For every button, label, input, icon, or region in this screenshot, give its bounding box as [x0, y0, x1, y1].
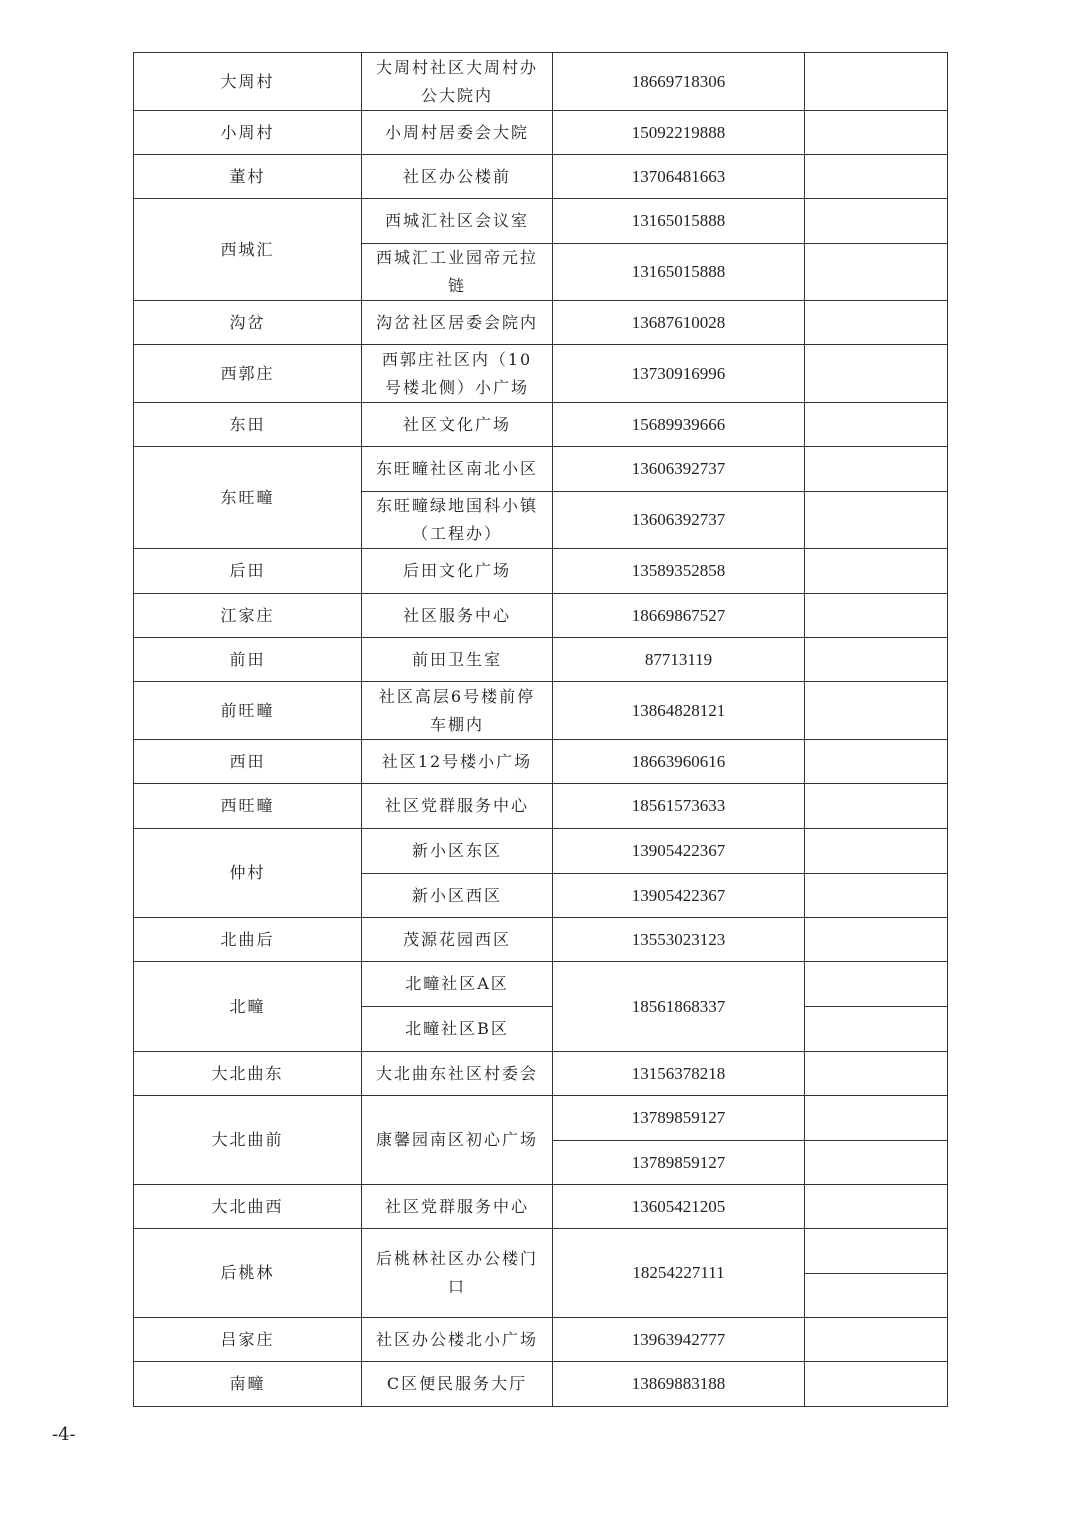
phone-cell: 18669867527 — [553, 594, 805, 638]
village-cell: 前田 — [134, 638, 362, 682]
location-cell: 后桃林社区办公楼门口 — [362, 1229, 553, 1318]
village-cell: 大北曲西 — [134, 1185, 362, 1229]
village-cell: 东旺疃 — [134, 447, 362, 549]
note-cell — [805, 1229, 948, 1274]
table-row — [134, 740, 948, 784]
phone-cell: 13605421205 — [553, 1185, 805, 1229]
phone-cell: 18561573633 — [553, 784, 805, 829]
table-row — [134, 1052, 948, 1096]
phone-cell: 13789859127 — [553, 1141, 805, 1185]
phone-cell: 13905422367 — [553, 829, 805, 874]
note-cell — [805, 962, 948, 1007]
phone-cell: 87713119 — [553, 638, 805, 682]
village-cell: 东田 — [134, 403, 362, 447]
village-cell: 吕家庄 — [134, 1318, 362, 1362]
village-site-table — [133, 52, 948, 1407]
location-cell: 新小区西区 — [362, 874, 553, 918]
village-cell: 前旺疃 — [134, 682, 362, 740]
location-cell: 康馨园南区初心广场 — [362, 1096, 553, 1185]
phone-cell: 13606392737 — [553, 492, 805, 549]
location-cell: 大周村社区大周村办公大院内 — [362, 53, 553, 111]
village-cell: 江家庄 — [134, 594, 362, 638]
location-cell: 西城汇工业园帝元拉链 — [362, 244, 553, 301]
table-row — [134, 199, 948, 244]
phone-cell: 13730916996 — [553, 345, 805, 403]
location-cell: 沟岔社区居委会院内 — [362, 301, 553, 345]
note-cell — [805, 638, 948, 682]
location-cell: 前田卫生室 — [362, 638, 553, 682]
note-cell — [805, 111, 948, 155]
village-cell: 西城汇 — [134, 199, 362, 301]
note-cell — [805, 740, 948, 784]
note-cell — [805, 447, 948, 492]
village-cell: 董村 — [134, 155, 362, 199]
village-cell: 西郭庄 — [134, 345, 362, 403]
village-cell: 南疃 — [134, 1362, 362, 1407]
location-cell: 后田文化广场 — [362, 549, 553, 594]
location-cell: 茂源花园西区 — [362, 918, 553, 962]
note-cell — [805, 403, 948, 447]
location-cell: 东旺疃绿地国科小镇（工程办） — [362, 492, 553, 549]
table-row — [134, 638, 948, 682]
phone-cell: 15689939666 — [553, 403, 805, 447]
note-cell — [805, 874, 948, 918]
table-row — [134, 1185, 948, 1229]
village-cell: 北曲后 — [134, 918, 362, 962]
note-cell — [805, 1318, 948, 1362]
note-cell — [805, 1362, 948, 1407]
village-cell: 大周村 — [134, 53, 362, 111]
note-cell — [805, 199, 948, 244]
note-cell — [805, 492, 948, 549]
table-row — [134, 447, 948, 492]
village-cell: 小周村 — [134, 111, 362, 155]
location-cell: 北疃社区A区 — [362, 962, 553, 1007]
phone-cell: 13156378218 — [553, 1052, 805, 1096]
table-row — [134, 1096, 948, 1141]
table-row — [134, 1318, 948, 1362]
phone-cell: 13905422367 — [553, 874, 805, 918]
location-cell: 社区党群服务中心 — [362, 784, 553, 829]
phone-cell: 13963942777 — [553, 1318, 805, 1362]
note-cell — [805, 1141, 948, 1185]
phone-cell: 13869883188 — [553, 1362, 805, 1407]
location-cell: 北疃社区B区 — [362, 1007, 553, 1052]
location-cell: 社区办公楼北小广场 — [362, 1318, 553, 1362]
location-cell: 社区12号楼小广场 — [362, 740, 553, 784]
phone-cell: 13589352858 — [553, 549, 805, 594]
note-cell — [805, 549, 948, 594]
location-cell: 大北曲东社区村委会 — [362, 1052, 553, 1096]
table-row — [134, 829, 948, 874]
phone-cell: 13165015888 — [553, 244, 805, 301]
village-cell: 西田 — [134, 740, 362, 784]
location-cell: 社区办公楼前 — [362, 155, 553, 199]
table-row — [134, 403, 948, 447]
table-row — [134, 345, 948, 403]
phone-cell: 18254227111 — [553, 1229, 805, 1318]
village-cell: 大北曲前 — [134, 1096, 362, 1185]
table-row — [134, 111, 948, 155]
table-row — [134, 962, 948, 1007]
table-row — [134, 301, 948, 345]
note-cell — [805, 1052, 948, 1096]
table-row — [134, 594, 948, 638]
note-cell — [805, 345, 948, 403]
village-cell: 后田 — [134, 549, 362, 594]
phone-cell: 15092219888 — [553, 111, 805, 155]
table-row — [134, 1229, 948, 1274]
village-cell: 后桃林 — [134, 1229, 362, 1318]
phone-cell: 13553023123 — [553, 918, 805, 962]
note-cell — [805, 155, 948, 199]
phone-cell: 18663960616 — [553, 740, 805, 784]
note-cell — [805, 594, 948, 638]
note-cell — [805, 301, 948, 345]
phone-cell: 13864828121 — [553, 682, 805, 740]
village-cell: 沟岔 — [134, 301, 362, 345]
table-row — [134, 784, 948, 829]
village-cell: 仲村 — [134, 829, 362, 918]
note-cell — [805, 918, 948, 962]
phone-cell: 13687610028 — [553, 301, 805, 345]
location-cell: 社区高层6号楼前停车棚内 — [362, 682, 553, 740]
village-cell: 大北曲东 — [134, 1052, 362, 1096]
phone-cell: 18561868337 — [553, 962, 805, 1052]
phone-cell: 18669718306 — [553, 53, 805, 111]
note-cell — [805, 53, 948, 111]
table-row — [134, 682, 948, 740]
village-cell: 北疃 — [134, 962, 362, 1052]
phone-cell: 13706481663 — [553, 155, 805, 199]
location-cell: 小周村居委会大院 — [362, 111, 553, 155]
table-row — [134, 918, 948, 962]
location-cell: 西郭庄社区内（10号楼北侧）小广场 — [362, 345, 553, 403]
note-cell — [805, 1096, 948, 1141]
phone-cell: 13606392737 — [553, 447, 805, 492]
location-cell: C区便民服务大厅 — [362, 1362, 553, 1407]
location-cell: 东旺疃社区南北小区 — [362, 447, 553, 492]
note-cell — [805, 1274, 948, 1318]
location-cell: 社区服务中心 — [362, 594, 553, 638]
note-cell — [805, 1185, 948, 1229]
note-cell — [805, 682, 948, 740]
location-cell: 社区党群服务中心 — [362, 1185, 553, 1229]
table-row — [134, 549, 948, 594]
table-row — [134, 53, 948, 111]
page-number: -4- — [52, 1424, 76, 1445]
note-cell — [805, 829, 948, 874]
location-cell: 社区文化广场 — [362, 403, 553, 447]
location-cell: 西城汇社区会议室 — [362, 199, 553, 244]
phone-cell: 13165015888 — [553, 199, 805, 244]
table-row — [134, 155, 948, 199]
table-row — [134, 1362, 948, 1407]
note-cell — [805, 1007, 948, 1052]
village-cell: 西旺疃 — [134, 784, 362, 829]
location-cell: 新小区东区 — [362, 829, 553, 874]
phone-cell: 13789859127 — [553, 1096, 805, 1141]
note-cell — [805, 784, 948, 829]
note-cell — [805, 244, 948, 301]
